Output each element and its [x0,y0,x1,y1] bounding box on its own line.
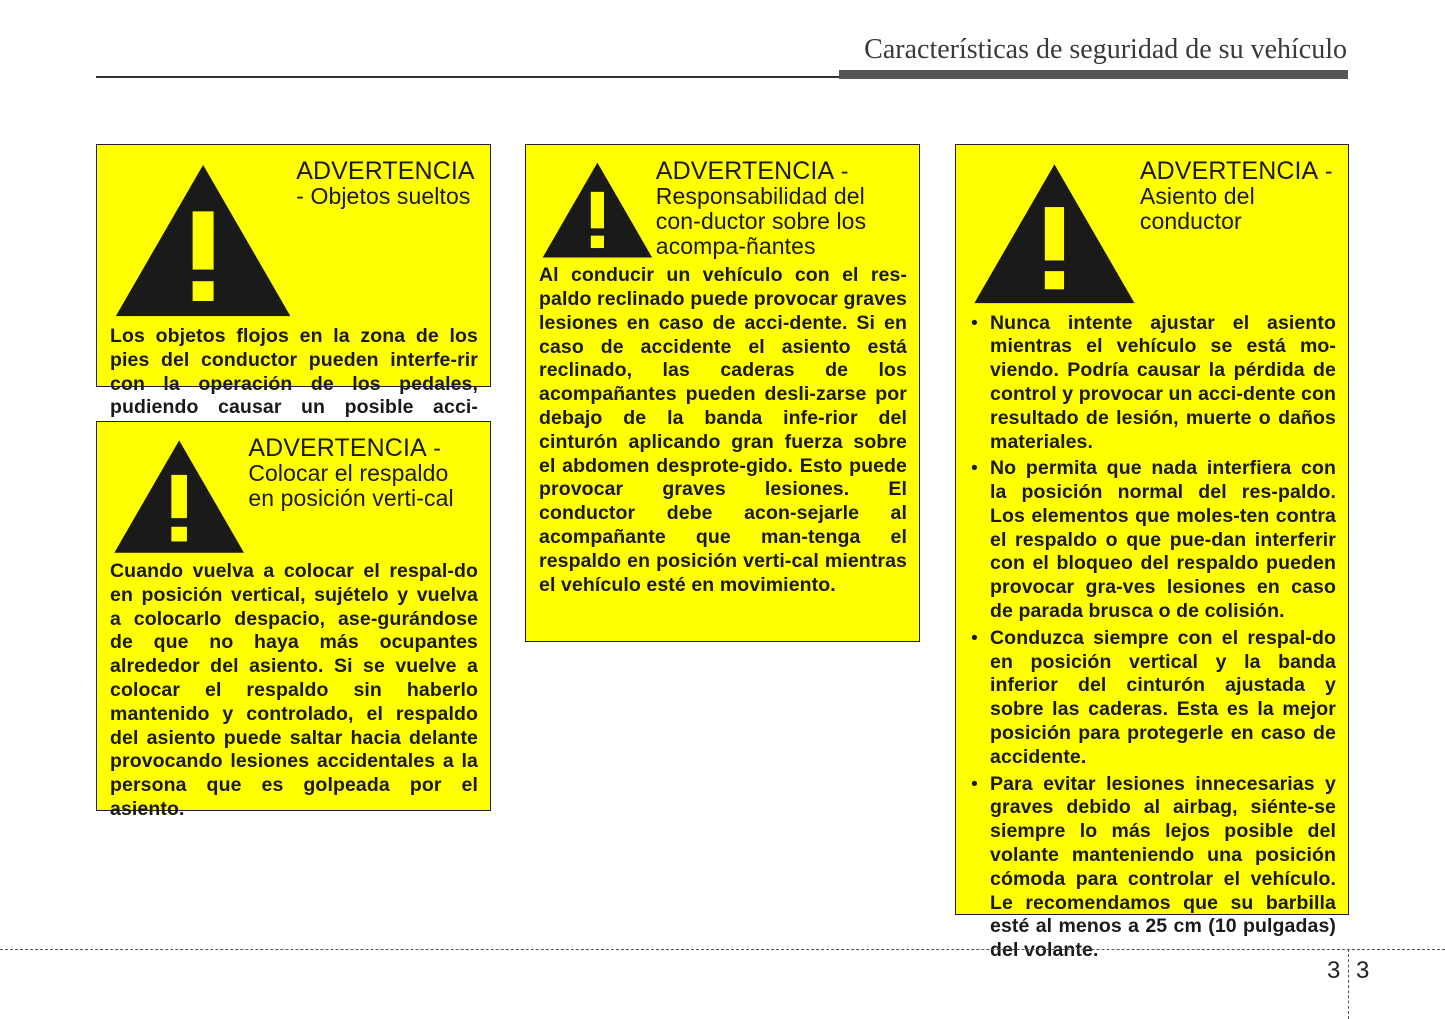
header-accent-bar [839,70,1348,79]
heading-separator: - [296,183,311,209]
page-number: 3 [1356,957,1370,984]
footer-dashed-divider [1348,949,1349,1019]
warning-heading [969,159,1336,309]
warning-keyword: ADVERTENCIA [655,157,835,185]
warning-body: Los objetos flojos en la zona de los pies del conductor pueden interfe-rir con la operación de los pedales, pudiendo causar un posible acci- [110,324,478,419]
warning-triangle-icon [969,159,1140,309]
warning-keyword: ADVERTENCIA [248,434,427,462]
footer-dashed-rule [0,949,1445,950]
warning-bullet-list [969,312,1336,964]
warning-triangle-icon [539,159,656,261]
warning-box-driver-responsibility [525,144,920,642]
list-item: • Para evitar lesiones innecesarias y graves debido al airbag, siénte-se siempre lo más lejos posible del volante manteniendo una posición cómoda para controlar el vehículo. Le recomendamos que su barbilla esté al menos a 25 cm (10 pulgadas) del volante. [969,773,1336,963]
warning-heading-text: Colocar el respaldo en posición verti-cal [248,460,454,511]
warning-keyword: ADVERTENCIA [1139,157,1319,185]
warning-box-driver-seat [955,144,1349,962]
warning-box-loose-objects [96,144,491,419]
list-item: • No permita que nada interfiera con la posición normal del res-paldo. Los elementos que moles-ten contra el respaldo o que pue-dan interferir con el bloqueo del respaldo pueden provocar gra-ves lesiones en caso de parada brusca o de colisión. [969,457,1336,624]
warning-heading-text: Asiento del conductor [1139,183,1255,234]
heading-separator: - [426,435,442,461]
warning-heading [110,436,478,557]
warning-keyword: ADVERTENCIA [296,157,475,185]
section-title: Características de seguridad de su vehículo [864,34,1347,65]
list-item: • Nunca intente ajustar el asiento mientras el vehículo se está mo-viendo. Podría causar la pérdida de control y provocar un acci-dente con resultado de lesión, muerte o daños materiales. [969,312,1336,455]
warning-heading [110,159,478,322]
warning-triangle-icon [110,436,248,557]
warning-body: Cuando vuelva a colocar el respal-do en posición vertical, sujételo y vuelva a colocarlo despacio, ase-gurándose de que no haya más ocupantes alrededor del asiento. Si se vuelve a colocar el respaldo sin haberlo mantenido y controlado, el respaldo del asiento puede saltar hacia delante provocando lesiones accidentales a la persona que es golpeada por el asiento. [110,560,478,820]
warning-triangle-icon [110,159,296,322]
chapter-number: 3 [1327,957,1341,984]
warning-heading [539,159,907,261]
warning-heading-text: Responsabilidad del con-ductor sobre los acompa-ñantes [655,183,867,259]
list-item: • Conduzca siempre con el respal-do en posición vertical y la banda inferior del cinturón ajustada y sobre las caderas. Esta es la mejor posición para protegerle en caso de accidente. [969,627,1336,770]
warning-box-seatback-upright [96,421,491,820]
warning-body: Al conducir un vehículo con el res-paldo reclinado puede provocar graves lesiones en caso de acci-dente. Si en caso de accidente el asiento está reclinado, las caderas de los acompañantes pueden desli-zarse por debajo de la banda infe-rior del cinturón aplicando gran fuerza sobre el abdomen desprote-gido. Esto puede provocar graves lesiones. El conductor debe acon-sejarle al acompañante que man-tenga el respaldo en posición verti-cal mientras el vehículo esté en movimiento. [539,264,907,596]
heading-separator: - [834,158,849,184]
heading-separator: - [1318,158,1333,184]
warning-heading-text: Objetos sueltos [310,183,471,209]
